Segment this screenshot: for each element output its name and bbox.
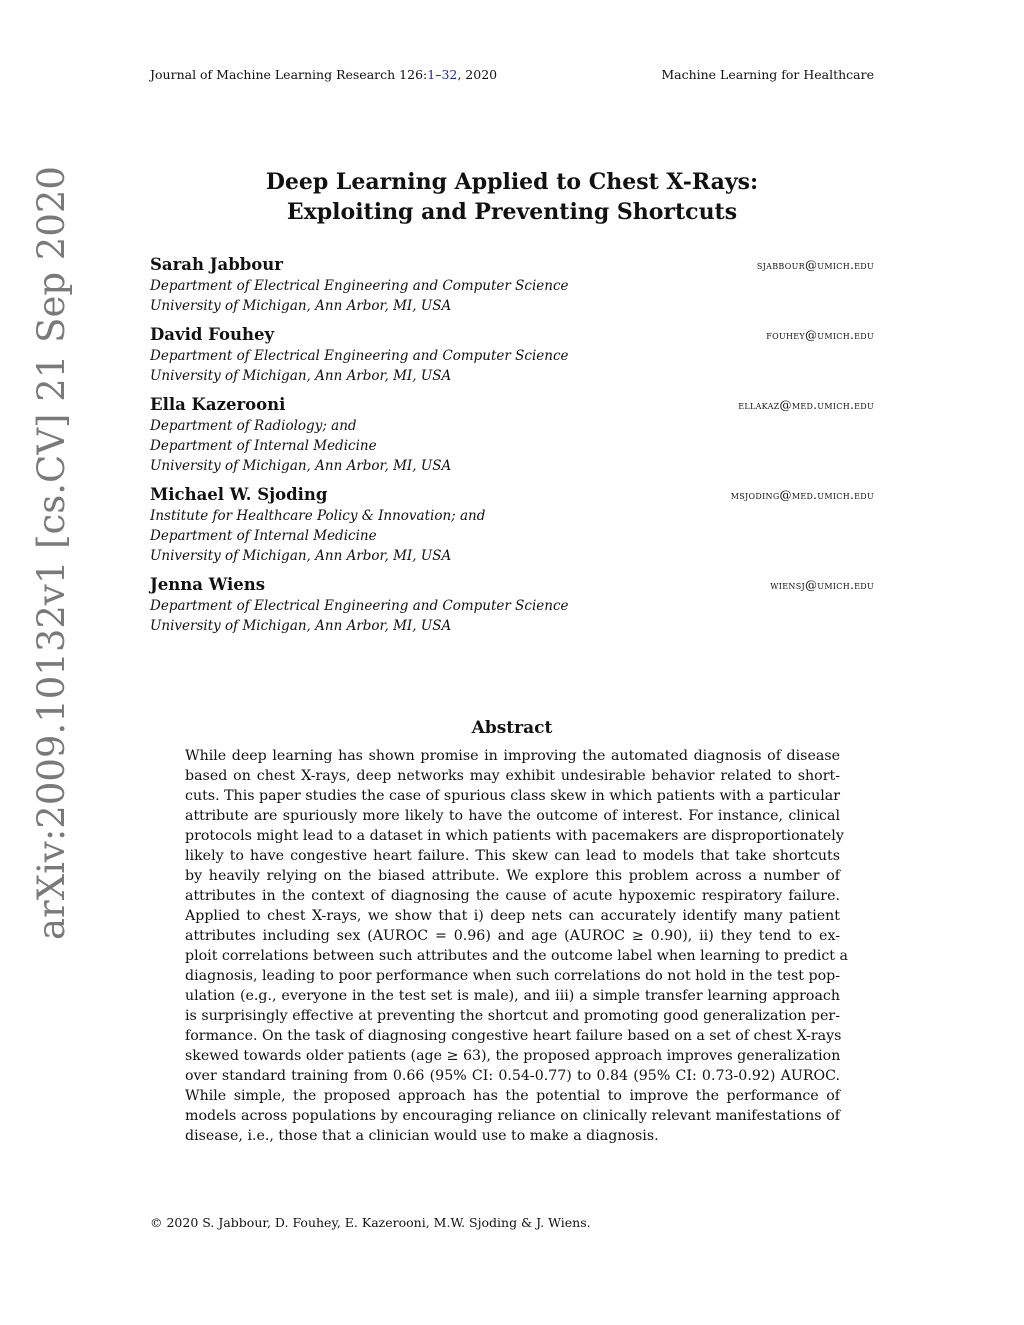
author-affiliation: Department of Electrical Engineering and Computer Science: [150, 278, 569, 294]
paper-title: [150, 167, 874, 227]
author-block: [150, 574, 874, 636]
abstract-line: is surprisingly effective at preventing the shortcut and promoting good generalization per-: [185, 1008, 840, 1024]
abstract-line: over standard training from 0.66 (95% CI: 0.54-0.77) to 0.84 (95% CI: 0.73-0.92) AUROC.: [185, 1068, 840, 1084]
abstract-line: cuts. This paper studies the case of spurious class skew in which patients with a particular: [185, 788, 840, 804]
abstract-line: disease, i.e., those that a clinician would use to make a diagnosis.: [185, 1128, 659, 1144]
page-range-dash: –: [435, 67, 442, 82]
author-email[interactable]: ellakaz@med.umich.edu: [738, 398, 874, 412]
author-affiliation: Department of Internal Medicine: [150, 438, 377, 454]
title-line-1: Deep Learning Applied to Chest X-Rays:: [265, 169, 759, 195]
author-block: [150, 394, 874, 476]
abstract-line: by heavily relying on the biased attribute. We explore this problem across a number of: [185, 868, 840, 884]
author-email[interactable]: sjabbour@umich.edu: [756, 258, 874, 272]
abstract-line: attributes including sex (AUROC = 0.96) and age (AUROC ≥ 0.90), ii) they tend to ex-: [185, 928, 840, 944]
author-affiliation: University of Michigan, Ann Arbor, MI, USA: [150, 618, 452, 634]
abstract-line: likely to have congestive heart failure. This skew can lead to models that take shortcuts: [185, 848, 840, 864]
author-affiliation: University of Michigan, Ann Arbor, MI, USA: [150, 368, 452, 384]
abstract-line: skewed towards older patients (age ≥ 63), the proposed approach improves generalization: [185, 1048, 841, 1064]
author-email[interactable]: wiensj@umich.edu: [770, 578, 874, 592]
author-block: [150, 254, 874, 316]
author-affiliation: Institute for Healthcare Policy & Innovation; and: [150, 508, 486, 524]
abstract-line: While simple, the proposed approach has the potential to improve the performance of: [185, 1088, 840, 1104]
journal-prefix: Journal of Machine Learning Research 126:: [150, 67, 428, 82]
abstract-line: diagnosis, leading to poor performance when such correlations do not hold in the test pop-: [185, 968, 840, 984]
last-page-link[interactable]: 32: [441, 67, 458, 82]
author-affiliation: University of Michigan, Ann Arbor, MI, USA: [150, 298, 452, 314]
author-name: Jenna Wiens: [150, 575, 266, 594]
abstract-line: attributes in the context of diagnosing the cause of acute hypoxemic respiratory failure.: [185, 888, 840, 904]
abstract-line: attribute are spuriously more likely to have the outcome of interest. For instance, clinical: [185, 808, 840, 824]
author-email[interactable]: fouhey@umich.edu: [766, 328, 874, 342]
abstract-line: protocols might lead to a dataset in which patients with pacemakers are disproportionately: [185, 828, 844, 844]
author-list: [150, 254, 874, 644]
author-email[interactable]: msjoding@med.umich.edu: [730, 488, 874, 502]
abstract-line: models across populations by encouraging reliance on clinically relevant manifestations of: [185, 1108, 840, 1124]
author-block: [150, 484, 874, 566]
abstract-line: While deep learning has shown promise in improving the automated diagnosis of disease: [185, 748, 840, 764]
author-affiliation: Department of Internal Medicine: [150, 528, 377, 544]
author-name: Ella Kazerooni: [150, 395, 286, 414]
running-header-journal: [150, 67, 497, 82]
author-block: [150, 324, 874, 386]
title-line-2: Exploiting and Preventing Shortcuts: [286, 199, 738, 225]
author-name: Sarah Jabbour: [150, 255, 283, 274]
journal-year: , 2020: [457, 67, 498, 82]
abstract-body: [185, 746, 848, 1146]
author-name: David Fouhey: [150, 325, 275, 344]
author-affiliation: Department of Radiology; and: [150, 418, 357, 434]
abstract-line: ploit correlations between such attributes and the outcome label when learning to predict a: [185, 948, 848, 964]
abstract-line: formance. On the task of diagnosing congestive heart failure based on a set of chest X-rays: [185, 1028, 842, 1044]
first-page-link[interactable]: 1: [427, 67, 436, 82]
author-affiliation: University of Michigan, Ann Arbor, MI, USA: [150, 548, 452, 564]
abstract-line: ulation (e.g., everyone in the test set is male), and iii) a simple transfer learning approach: [185, 988, 840, 1004]
author-name: Michael W. Sjoding: [150, 485, 328, 504]
running-header-venue: Machine Learning for Healthcare: [661, 67, 874, 82]
abstract-line: Applied to chest X-rays, we show that i) deep nets can accurately identify many patient: [185, 908, 840, 924]
copyright-notice: © 2020 S. Jabbour, D. Fouhey, E. Kazerooni, M.W. Sjoding & J. Wiens.: [150, 1215, 591, 1230]
author-affiliation: Department of Electrical Engineering and Computer Science: [150, 348, 569, 364]
arxiv-identifier-stamp: arXiv:2009.10132v1 [cs.CV] 21 Sep 2020: [30, 166, 73, 940]
author-affiliation: Department of Electrical Engineering and Computer Science: [150, 598, 569, 614]
abstract-heading: Abstract: [471, 718, 553, 738]
author-affiliation: University of Michigan, Ann Arbor, MI, USA: [150, 458, 452, 474]
abstract-line: based on chest X-rays, deep networks may exhibit undesirable behavior related to short-: [185, 768, 840, 784]
